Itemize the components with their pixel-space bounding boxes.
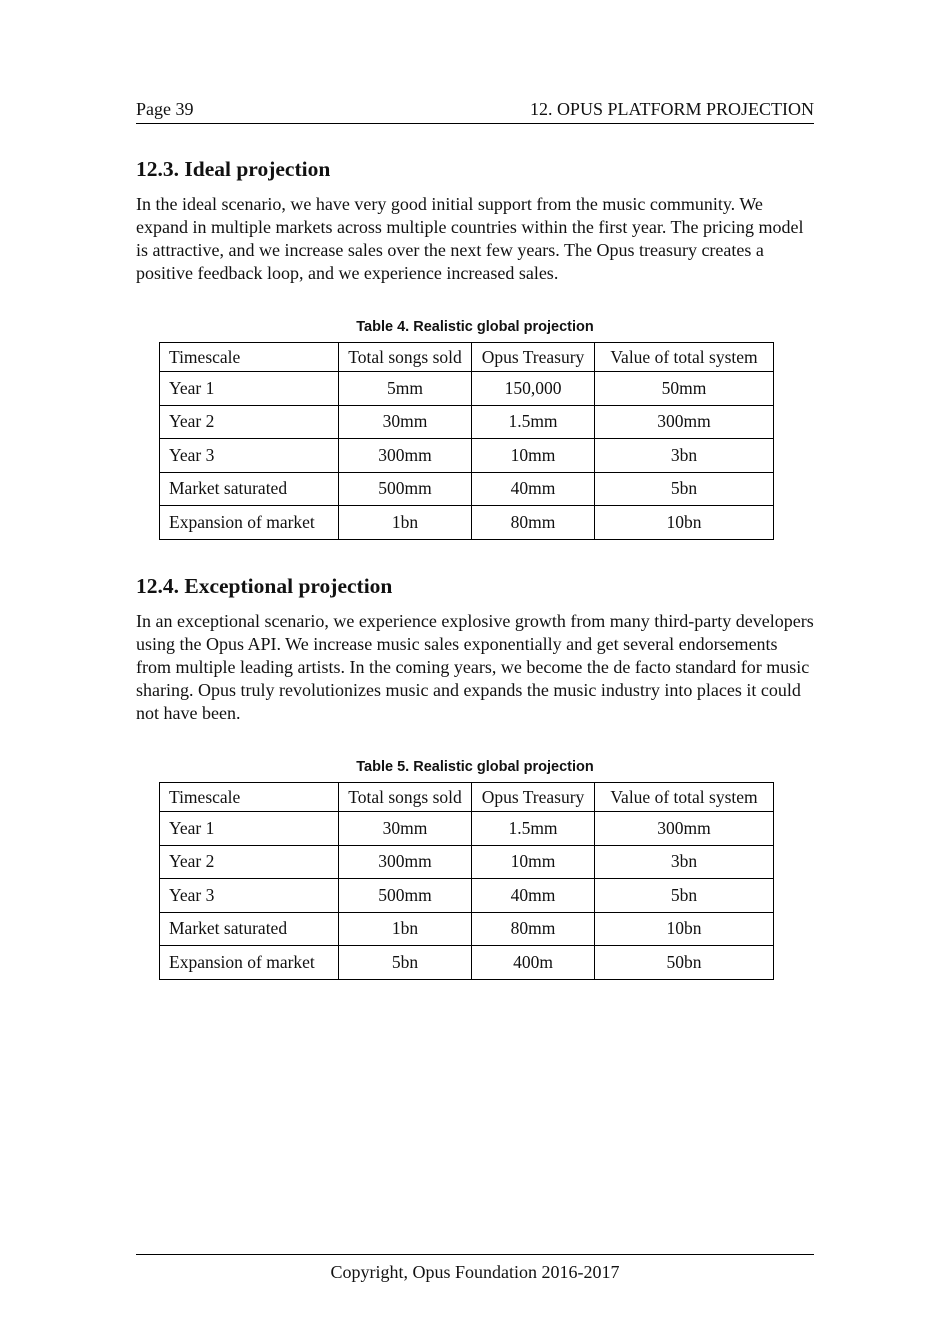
exceptional-paragraph: In an exceptional scenario, we experience explosive growth from many third-party developers using the Opus API. We increase music sales exponentially and get several endorsements from multiple leading artists. In the coming years, we become the de facto standard for music sharing. Opus truly revolutionizes music and expands the music industry into places it could not have been. <box>136 611 814 723</box>
table-row <box>160 405 774 439</box>
table-cell: 1.5mm <box>472 405 595 439</box>
ideal-paragraph: In the ideal scenario, we have very good initial support from the music community. We expand in multiple markets across multiple countries within the first year. The pricing model is attractive, and we increase sales over the next few years. The Opus treasury creates a positive feedback loop, and we experience increased sales. <box>136 194 804 283</box>
table-cell: 3bn <box>595 439 774 473</box>
table-cell: Year 3 <box>160 879 339 913</box>
header-cell: Total songs sold <box>339 783 472 812</box>
table-cell: Year 3 <box>160 439 339 473</box>
table-cell: 300mm <box>339 439 472 473</box>
table-row <box>160 472 774 506</box>
table-cell: 80mm <box>472 506 595 540</box>
table-cell: 5bn <box>595 879 774 913</box>
table-row <box>160 879 774 913</box>
header-cell: Value of total system <box>595 343 774 372</box>
table-header-row <box>160 343 774 372</box>
table-cell: 500mm <box>339 879 472 913</box>
page-footer <box>136 1254 814 1283</box>
table-cell: 10bn <box>595 912 774 946</box>
table-cell: Year 1 <box>160 372 339 406</box>
table-cell: Expansion of market <box>160 946 339 980</box>
header-cell: Timescale <box>160 343 339 372</box>
table-cell: Expansion of market <box>160 506 339 540</box>
table-5 <box>159 782 774 980</box>
table-cell: 300mm <box>339 845 472 879</box>
table-5-caption: Table 5. Realistic global projection <box>356 759 594 775</box>
table-cell: 150,000 <box>472 372 595 406</box>
table-cell: 5mm <box>339 372 472 406</box>
table-cell: 30mm <box>339 405 472 439</box>
table-row <box>160 372 774 406</box>
table-cell: 50mm <box>595 372 774 406</box>
table-cell: 5bn <box>339 946 472 980</box>
chapter-title: 12. OPUS PLATFORM PROJECTION <box>529 99 814 119</box>
table-cell: 40mm <box>472 472 595 506</box>
table-cell: 50bn <box>595 946 774 980</box>
table-4-caption: Table 4. Realistic global projection <box>356 319 594 335</box>
table-cell: 5bn <box>595 472 774 506</box>
table-cell: Year 1 <box>160 812 339 846</box>
section-heading-ideal: 12.3. Ideal projection <box>136 157 331 181</box>
header-cell: Value of total system <box>595 783 774 812</box>
table-cell: 1bn <box>339 912 472 946</box>
table-cell: 10mm <box>472 439 595 473</box>
copyright-text: Copyright, Opus Foundation 2016-2017 <box>330 1262 620 1282</box>
table-row <box>160 506 774 540</box>
table-cell: 300mm <box>595 405 774 439</box>
table-cell: 40mm <box>472 879 595 913</box>
table-row <box>160 439 774 473</box>
table-cell: 300mm <box>595 812 774 846</box>
header-cell: Timescale <box>160 783 339 812</box>
table-cell: 400m <box>472 946 595 980</box>
table-row <box>160 912 774 946</box>
table-cell: Year 2 <box>160 845 339 879</box>
table-row <box>160 845 774 879</box>
header-cell: Opus Treasury <box>472 343 595 372</box>
table-cell: Year 2 <box>160 405 339 439</box>
table-cell: Market saturated <box>160 912 339 946</box>
table-row <box>160 946 774 980</box>
table-cell: 10mm <box>472 845 595 879</box>
table-cell: 80mm <box>472 912 595 946</box>
page-number: Page 39 <box>136 99 194 119</box>
table-4 <box>159 342 774 540</box>
table-cell: 1bn <box>339 506 472 540</box>
table-cell: 1.5mm <box>472 812 595 846</box>
table-cell: 10bn <box>595 506 774 540</box>
header-cell: Opus Treasury <box>472 783 595 812</box>
table-row <box>160 812 774 846</box>
table-cell: 3bn <box>595 845 774 879</box>
page-header <box>136 97 814 124</box>
table-cell: Market saturated <box>160 472 339 506</box>
header-cell: Total songs sold <box>339 343 472 372</box>
section-heading-exceptional: 12.4. Exceptional projection <box>136 574 393 598</box>
table-cell: 500mm <box>339 472 472 506</box>
table-cell: 30mm <box>339 812 472 846</box>
table-header-row <box>160 783 774 812</box>
